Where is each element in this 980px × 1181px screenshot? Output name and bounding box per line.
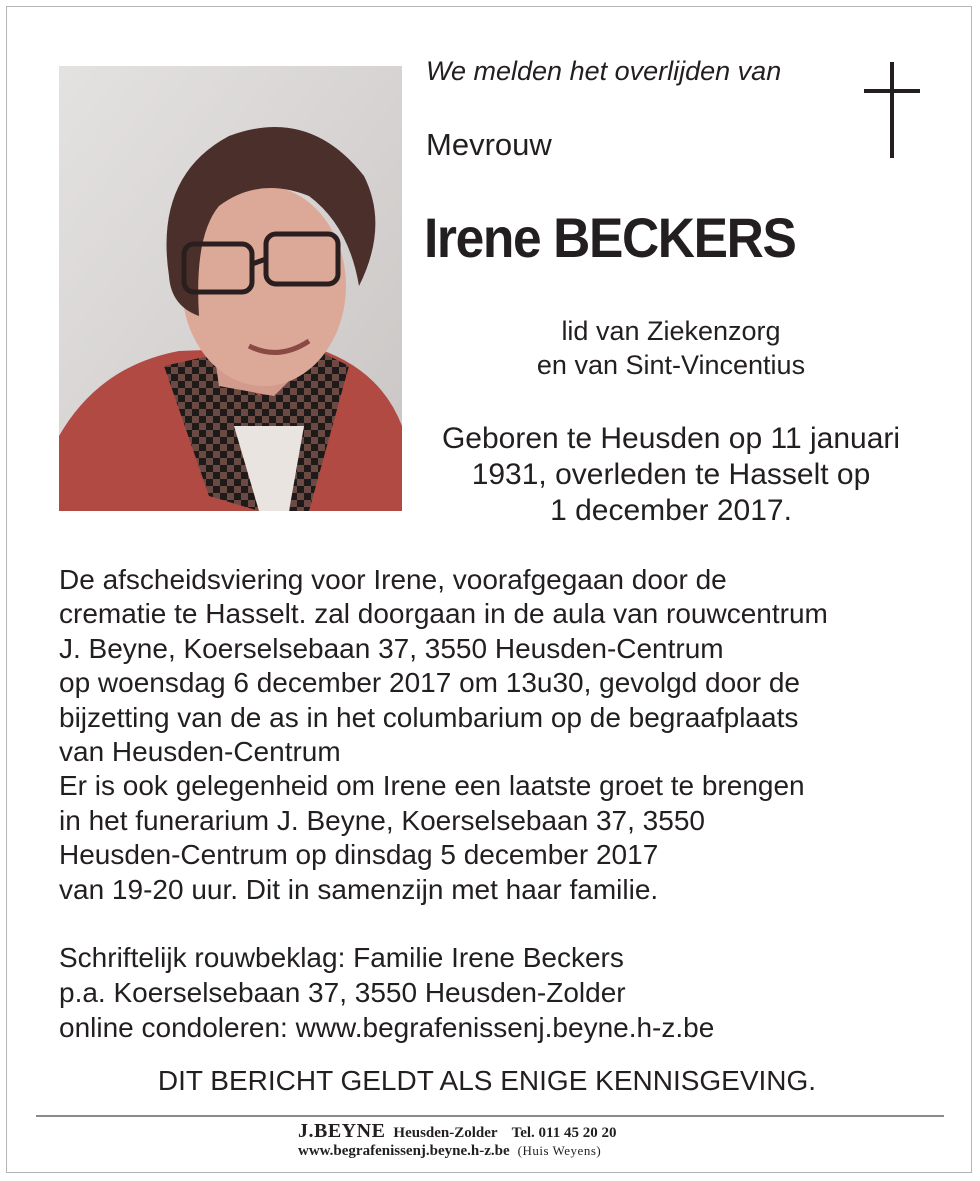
ceremony-paragraph	[59, 563, 828, 907]
membership-line: lid van Ziekenzorg	[561, 316, 781, 346]
funeral-home-footer	[298, 1122, 616, 1160]
ceremony-line: van 19-20 uur. Dit in samenzijn met haar familie.	[59, 873, 659, 905]
condolence-line: p.a. Koerselsebaan 37, 3550 Heusden-Zolder	[59, 977, 626, 1008]
ceremony-line: van Heusden-Centrum	[59, 736, 341, 768]
latin-cross-icon	[862, 62, 922, 160]
portrait-photo	[59, 66, 402, 511]
funeral-home-website[interactable]: www.begrafenissenj.beyne.h-z.be	[298, 1143, 510, 1159]
birth-death-line: 1931, overleden te Hasselt op	[471, 458, 871, 491]
deceased-name: Irene BECKERS	[424, 206, 796, 269]
funeral-home-phone: Tel. 011 45 20 20	[511, 1125, 617, 1141]
birth-death-line: 1 december 2017.	[550, 494, 792, 527]
funeral-home-logo: J.BEYNE	[298, 1120, 386, 1142]
intro-text: We melden het overlijden van	[426, 56, 782, 86]
footer-divider	[36, 1115, 944, 1117]
birth-death-block	[426, 421, 916, 529]
membership-block	[426, 314, 916, 382]
condolence-line: Schriftelijk rouwbeklag: Familie Irene Beckers	[59, 942, 624, 973]
sole-notice: DIT BERICHT GELDT ALS ENIGE KENNISGEVING.	[157, 1065, 817, 1096]
ceremony-line: Heusden-Centrum op dinsdag 5 december 2017	[59, 839, 659, 871]
portrait-illustration	[59, 66, 402, 511]
ceremony-line: op woensdag 6 december 2017 om 13u30, gevolgd door de	[59, 667, 800, 699]
membership-line: en van Sint-Vincentius	[536, 350, 806, 380]
ceremony-line: bijzetting van de as in het columbarium op de begraafplaats	[59, 701, 799, 733]
salutation: Mevrouw	[426, 127, 552, 162]
ceremony-line: in het funerarium J. Beyne, Koerselsebaan 37, 3550	[59, 804, 705, 836]
condolence-block	[59, 940, 714, 1045]
funeral-home-location: Heusden-Zolder	[393, 1125, 498, 1141]
condolence-website[interactable]: online condoleren: www.begrafenissenj.beyne.h-z.be	[59, 1012, 715, 1043]
ceremony-line: J. Beyne, Koerselsebaan 37, 3550 Heusden-Centrum	[59, 632, 724, 664]
funeral-home-note: (Huis Weyens)	[517, 1143, 602, 1158]
ceremony-line: De afscheidsviering voor Irene, voorafgegaan door de	[59, 564, 727, 595]
birth-death-line: Geboren te Heusden op 11 januari	[441, 422, 901, 455]
ceremony-line: crematie te Hasselt. zal doorgaan in de aula van rouwcentrum	[59, 598, 828, 630]
ceremony-line: Er is ook gelegenheid om Irene een laatste groet te brengen	[59, 770, 805, 802]
